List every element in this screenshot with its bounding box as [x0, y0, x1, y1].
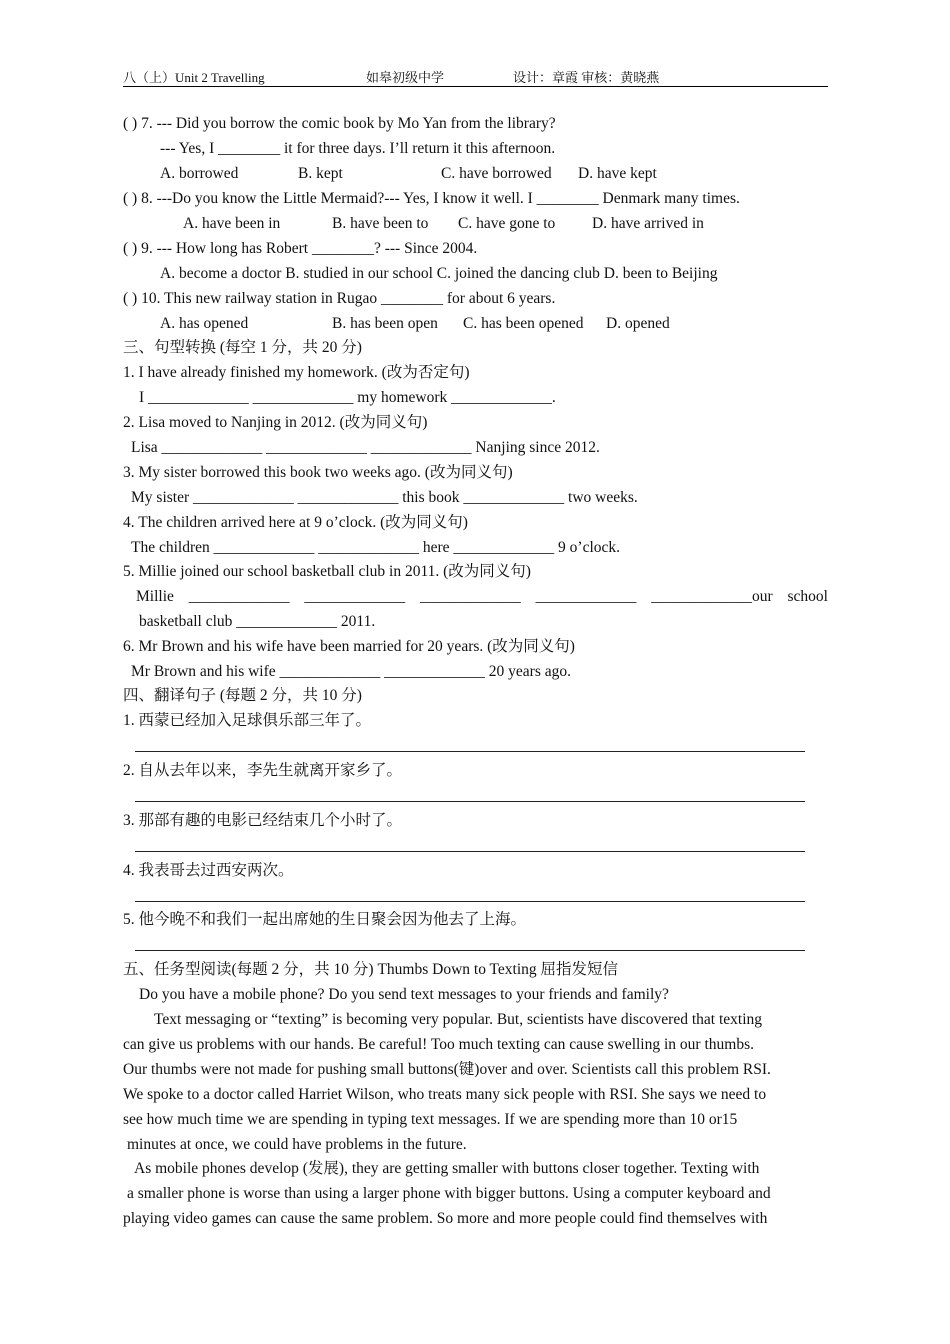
s3-a2: Lisa _____________ _____________ _____________ Nanjing since 2012. — [131, 439, 600, 456]
s4-item-1: 1. 西蒙已经加入足球俱乐部三年了。 — [123, 712, 372, 729]
passage-line: Text messaging or “texting” is becoming very popular. But, scientists have discovered that texting — [154, 1011, 763, 1028]
s3-a5-line2: basketball club _____________ 2011. — [139, 613, 376, 630]
q10-option-d: D. opened — [606, 315, 670, 332]
s3-q2: 2. Lisa moved to Nanjing in 2012. (改为同义句) — [123, 414, 428, 431]
header-unit: 八（上）Unit 2 Travelling — [123, 70, 265, 85]
passage-line: playing video games can cause the same problem. So more and more people could find themselves with — [123, 1210, 768, 1227]
q9-stem: ( ) 9. --- How long has Robert ________? --- Since 2004. — [123, 240, 478, 257]
q8-option-a: A. have been in — [183, 215, 281, 232]
s4-item-4: 4. 我表哥去过西安两次。 — [123, 862, 294, 879]
q7-option-d: D. have kept — [578, 165, 657, 182]
q8-option-c: C. have gone to — [458, 215, 556, 232]
passage-line: minutes at once, we could have problems in the future. — [127, 1136, 467, 1153]
s3-a1: I _____________ _____________ my homework _____________. — [139, 389, 556, 406]
q10-option-b: B. has been open — [332, 315, 438, 332]
q7-stem: ( ) 7. --- Did you borrow the comic book by Mo Yan from the library? — [123, 115, 556, 132]
q7-line2: --- Yes, I ________ it for three days. I’ll return it this afternoon. — [160, 140, 556, 157]
answer-line — [135, 950, 805, 951]
s3-q5: 5. Millie joined our school basketball club in 2011. (改为同义句) — [123, 563, 531, 580]
answer-line — [135, 751, 805, 752]
q10-option-c: C. has been opened — [463, 315, 584, 332]
answer-line — [135, 851, 805, 852]
q10-stem: ( ) 10. This new railway station in Rugao ________ for about 6 years. — [123, 290, 556, 307]
passage-line: We spoke to a doctor called Harriet Wilson, who treats many sick people with RSI. She says we need to — [123, 1086, 767, 1103]
section4-title: 四、翻译句子 (每题 2 分，共 10 分) — [123, 687, 362, 704]
s3-q6: 6. Mr Brown and his wife have been married for 20 years. (改为同义句) — [123, 638, 575, 655]
passage-line: Do you have a mobile phone? Do you send text messages to your friends and family? — [139, 986, 669, 1003]
s3-a5-part: _____________ — [535, 588, 637, 605]
header-credits: 设计：章霞 审核：黄晓燕 — [513, 70, 660, 85]
page-header — [123, 66, 828, 87]
s4-item-3: 3. 那部有趣的电影已经结束几个小时了。 — [123, 812, 403, 829]
q10-option-a: A. has opened — [160, 315, 249, 332]
answer-line — [135, 901, 805, 902]
q8-stem: ( ) 8. ---Do you know the Little Mermaid?--- Yes, I know it well. I ________ Denmark many times. — [123, 190, 740, 207]
s3-q4: 4. The children arrived here at 9 o’clock. (改为同义句) — [123, 514, 468, 531]
s3-a5-part: school — [787, 588, 828, 605]
s3-a5-line1 — [136, 587, 828, 607]
q7-option-c: C. have borrowed — [441, 165, 552, 182]
q8-option-d: D. have arrived in — [592, 215, 704, 232]
q8-option-b: B. have been to — [332, 215, 429, 232]
s3-a5-part: Millie — [136, 588, 174, 605]
s3-a5-part: _____________ — [188, 588, 290, 605]
passage-line: can give us problems with our hands. Be careful! Too much texting can cause swelling in our thumbs. — [123, 1036, 754, 1053]
s3-a5-part: _____________our — [651, 588, 773, 605]
s3-a6: Mr Brown and his wife _____________ _____________ 20 years ago. — [131, 663, 571, 680]
answer-line — [135, 801, 805, 802]
s3-a5-part: _____________ — [419, 588, 521, 605]
passage-line: see how much time we are spending in typing text messages. If we are spending more than 10 or15 — [123, 1111, 738, 1128]
s3-a3: My sister _____________ _____________ this book _____________ two weeks. — [131, 489, 638, 506]
s3-q3: 3. My sister borrowed this book two weeks ago. (改为同义句) — [123, 464, 513, 481]
header-school: 如皋初级中学 — [366, 70, 445, 85]
s4-item-2: 2. 自从去年以来，李先生就离开家乡了。 — [123, 762, 403, 779]
q9-options: A. become a doctor B. studied in our school C. joined the dancing club D. been to Beijing — [160, 265, 718, 282]
passage-line: As mobile phones develop (发展), they are getting smaller with buttons closer together. Texting with — [134, 1160, 760, 1177]
passage-line: Our thumbs were not made for pushing small buttons(键)over and over. Scientists call this problem RSI. — [123, 1061, 771, 1078]
passage-line: a smaller phone is worse than using a larger phone with bigger buttons. Using a computer keyboard and — [127, 1185, 771, 1202]
s4-item-5: 5. 他今晚不和我们一起出席她的生日聚会因为他去了上海。 — [123, 911, 527, 928]
s3-q1: 1. I have already finished my homework. (改为否定句) — [123, 364, 470, 381]
s3-a5-part: _____________ — [304, 588, 406, 605]
q7-option-b: B. kept — [298, 165, 343, 182]
section5-title: 五、任务型阅读(每题 2 分，共 10 分) Thumbs Down to Texting 屈指发短信 — [123, 961, 619, 978]
s3-a4: The children _____________ _____________ here _____________ 9 o’clock. — [131, 539, 621, 556]
q7-option-a: A. borrowed — [160, 165, 239, 182]
section3-title: 三、句型转换 (每空 1 分，共 20 分) — [123, 339, 362, 356]
